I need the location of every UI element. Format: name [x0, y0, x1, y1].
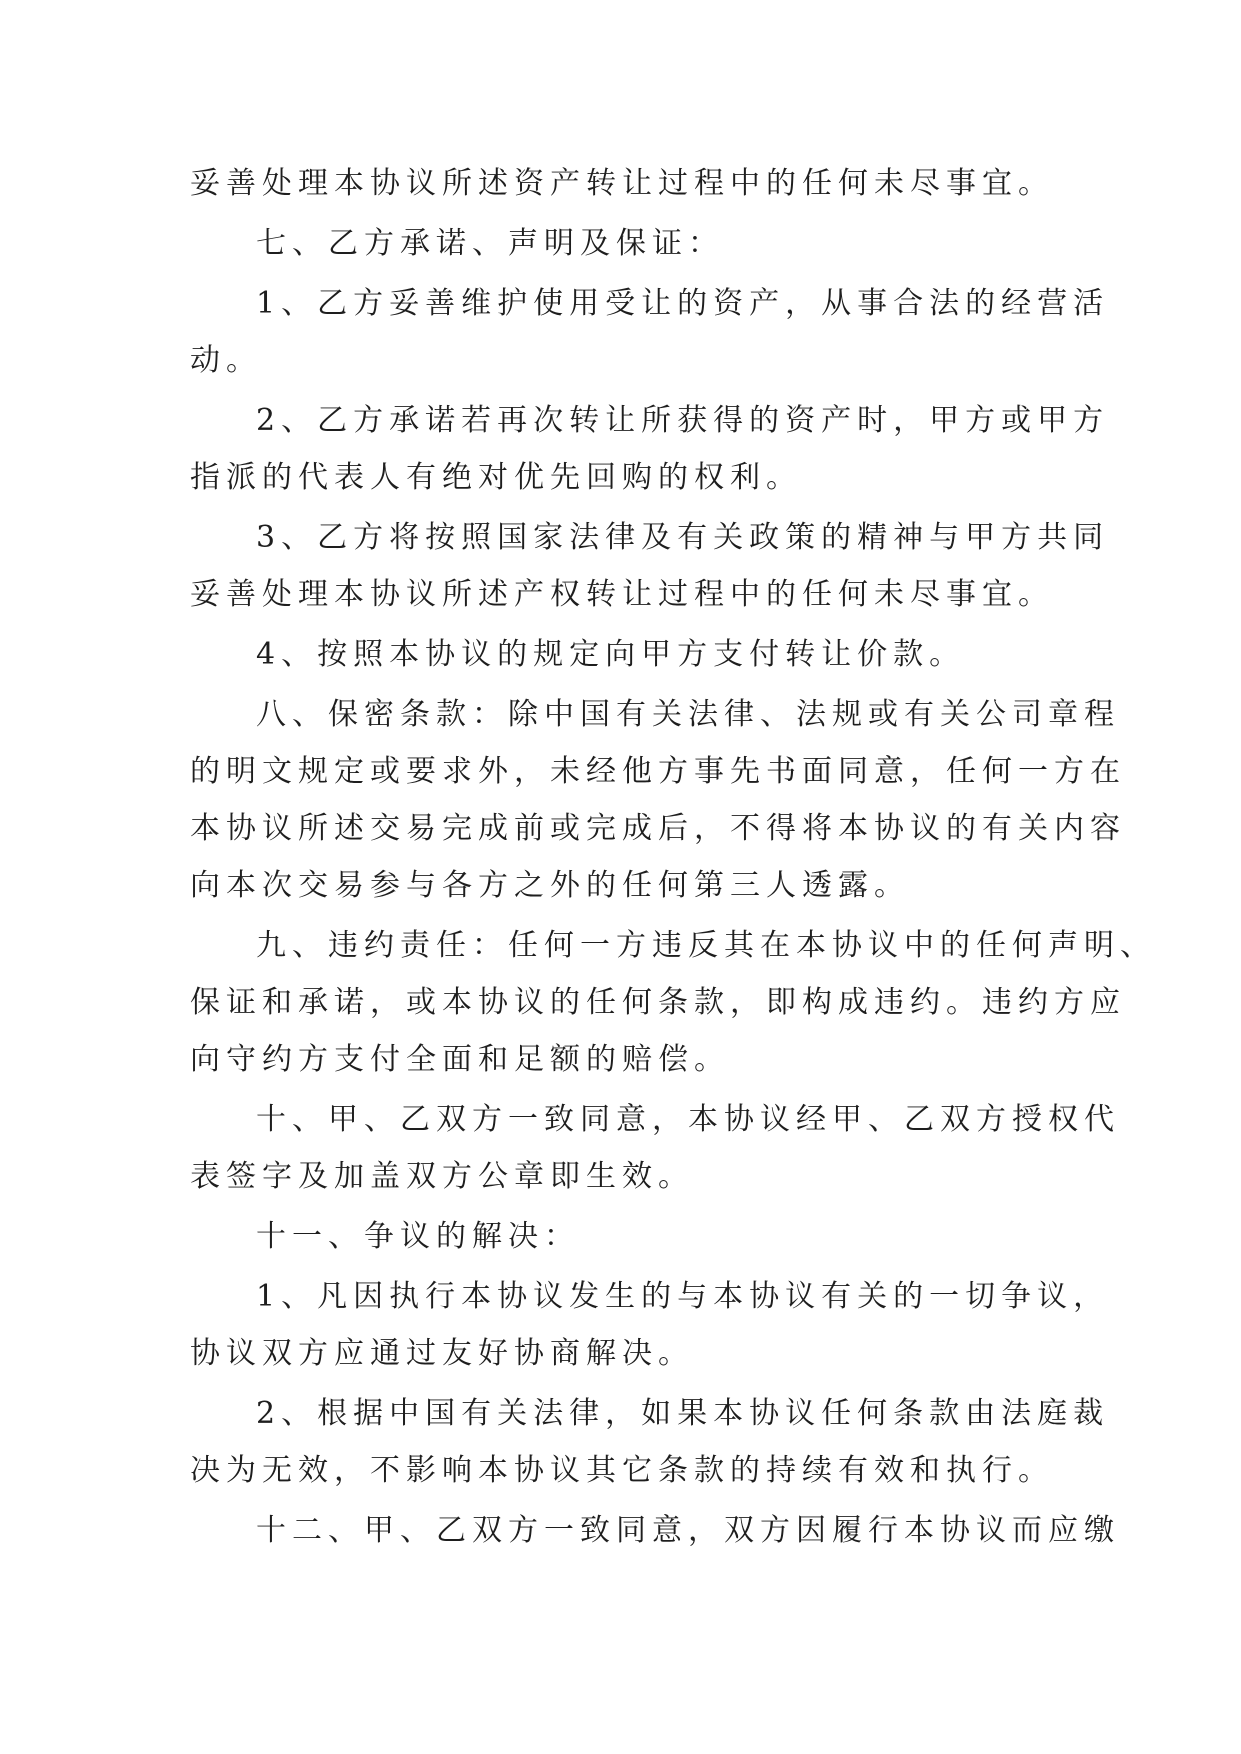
text-line: 向守约方支付全面和足额的赔偿。 [190, 1042, 730, 1077]
text-line: 妥善处理本协议所述产权转让过程中的任何未尽事宜。 [190, 577, 1054, 612]
section-heading-12: 十二、甲、乙双方一致同意，双方因履行本协议而应缴 [256, 1513, 1120, 1548]
text-line: 动。 [190, 343, 262, 378]
text-line: 本协议所述交易完成前或完成后，不得将本协议的有关内容 [190, 811, 1126, 846]
section-heading-11: 十一、争议的解决： [256, 1219, 580, 1254]
text-line: 协议双方应通过友好协商解决。 [190, 1336, 694, 1371]
text-line: 2、根据中国有关法律，如果本协议任何条款由法庭裁 [256, 1396, 1110, 1431]
text-line: 指派的代表人有绝对优先回购的权利。 [190, 460, 802, 495]
section-heading-7: 七、乙方承诺、声明及保证： [256, 226, 724, 261]
section-heading-10: 十、甲、乙双方一致同意，本协议经甲、乙双方授权代 [256, 1102, 1120, 1137]
text-line: 表签字及加盖双方公章即生效。 [190, 1159, 694, 1194]
text-line: 4、按照本协议的规定向甲方支付转让价款。 [256, 637, 966, 672]
text-line: 向本次交易参与各方之外的任何第三人透露。 [190, 868, 910, 903]
section-heading-8: 八、保密条款：除中国有关法律、法规或有关公司章程 [256, 697, 1120, 732]
text-line: 妥善处理本协议所述资产转让过程中的任何未尽事宜。 [190, 166, 1054, 201]
section-heading-9: 九、违约责任：任何一方违反其在本协议中的任何声明、 [256, 928, 1156, 963]
text-line: 3、乙方将按照国家法律及有关政策的精神与甲方共同 [256, 520, 1110, 555]
text-line: 的明文规定或要求外，未经他方事先书面同意，任何一方在 [190, 754, 1126, 789]
text-line: 2、乙方承诺若再次转让所获得的资产时，甲方或甲方 [256, 403, 1110, 438]
text-line: 保证和承诺，或本协议的任何条款，即构成违约。违约方应 [190, 985, 1126, 1020]
text-line: 决为无效，不影响本协议其它条款的持续有效和执行。 [190, 1453, 1054, 1488]
text-line: 1、乙方妥善维护使用受让的资产，从事合法的经营活 [256, 286, 1110, 321]
text-line: 1、凡因执行本协议发生的与本协议有关的一切争议， [256, 1279, 1110, 1314]
